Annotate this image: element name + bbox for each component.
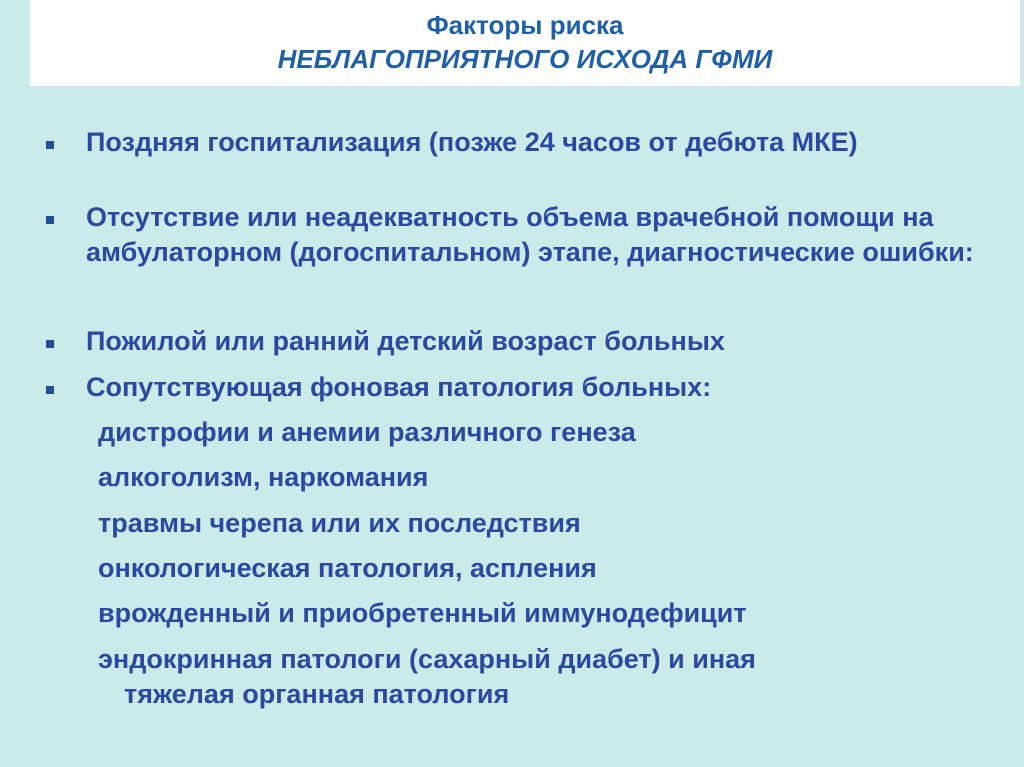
bullet-text: Пожилой или ранний детский возраст больных — [86, 326, 725, 356]
bullet-square-icon — [46, 216, 54, 224]
sub-list-item: врожденный и приобретенный иммунодефицит — [98, 598, 747, 628]
bullet-text: Отсутствие или неадекватность объема врачебной помощи на амбулаторном (догоспитальном) этапе, диагностические ошибки: — [86, 202, 974, 267]
bullet-square-icon — [46, 386, 54, 394]
bullet-text: Сопутствующая фоновая патология больных: — [86, 372, 712, 402]
sub-list-item-continuation: тяжелая органная патология — [124, 679, 510, 709]
sub-list-item: дистрофии и анемии различного генеза — [98, 417, 636, 447]
bullet-square-icon — [46, 141, 54, 149]
sub-list-item: травмы черепа или их последствия — [98, 508, 581, 538]
sub-list-item: эндокринная патологи (сахарный диабет) и иная — [98, 644, 756, 674]
slide-title: Факторы риска — [426, 10, 624, 40]
sub-list-item: онкологическая патология, аспления — [98, 553, 597, 583]
sub-list-item: алкоголизм, наркомания — [98, 462, 429, 492]
bullet-square-icon — [46, 340, 54, 348]
slide-subtitle: НЕБЛАГОПРИЯТНОГО ИСХОДА ГФМИ — [277, 44, 773, 74]
bullet-text: Поздняя госпитализация (позже 24 часов от дебюта МКЕ) — [86, 127, 858, 157]
